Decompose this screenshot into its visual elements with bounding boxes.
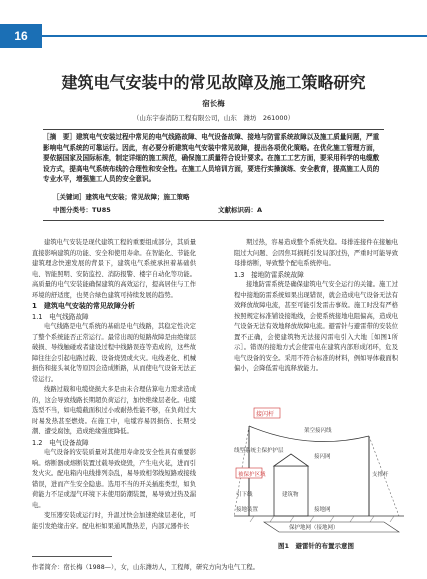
label-ground: 保护地网（接地网） — [289, 525, 339, 531]
footnote-rule — [32, 556, 112, 557]
building-shape — [274, 466, 308, 516]
label-lightning-rod: 接闪杆 — [256, 411, 275, 418]
label-support-pole: 支撑杆 — [372, 472, 389, 478]
classification-line — [53, 205, 383, 214]
paragraph: 变压器安装或运行时，升温过快会加速绝缘层老化，可能引发绝缘击穿。配电柜如果通风散热差，内部元器件长 — [32, 512, 196, 530]
paragraph: 电气线路是电气系统的基础是电气线路，其稳定性决定了整个系统能否正常运行。最常出现的短路故障是由绝缘层破损、导线触碰或者建设过程中线路误连等造成的，这些故障往往会引起电路过载、设备烧毁或火灾。电线老化、机械损伤和接头氧化等原因会造成断路，从而使电气设备无法正常运行。 — [32, 323, 196, 383]
label-air-terminal-net: 接闪网 — [314, 454, 331, 460]
keywords: ［关键词］建筑电气安装；常见故障；施工策略 — [53, 193, 190, 201]
subsection-heading: 1.1 电气线路故障 — [32, 312, 89, 321]
lightning-rod-diagram — [234, 396, 404, 536]
ground-hatch — [250, 516, 394, 522]
right-column — [234, 238, 398, 375]
header-rule — [42, 35, 427, 37]
document-code: 文献标识码：A — [218, 206, 263, 214]
paragraph: 电气设备的安装质量对其使用寿命及安全性具有重要影响。熔断器或熔断装置过载导致烧毁，产生电火花，进而引发火灾。配电箱内电线排列杂乱，易导致相邻线短路或接线错误，进而产生安全隐患。选用不当的开关插座类型，如负荷能力不足或湿气环境下未使用防潮装置，易导致过热及漏电。 — [32, 449, 196, 509]
abstract-label: ［摘 要］ — [43, 133, 76, 141]
section-heading: 1 建筑电气安装的常见故障分析 — [32, 302, 135, 310]
page-number: 16 — [0, 24, 42, 48]
label-protected-area: 被保护区域 — [238, 472, 266, 478]
author-footnote: 作者简介：宿长梅（1988—），女，山东潍坊人，工程师，研究方向为电气工程。 — [32, 564, 259, 571]
left-column — [32, 238, 196, 532]
affiliation: （山东宇泰消防工程有限公司，山东 潍坊 261000） — [132, 114, 295, 122]
paragraph: 接地防雷系统是确保建筑电气安全运行的关键。施工过程中接地防雷系统如果出现错误，就会造成电气设备无法有效释放故障电流，甚至可能引发雷击事故。施工时没有严格按照规定标准铺设接地线，会使系统接地电阻偏高，造成电气设备无法有效地释放故障电流。避雷针与避雷带的安装位置不正确，会使建筑物无法接闪雷电引入大地［如图1所示］。错误的接地方式会使雷电在建筑内部形成闭环，危及电气设备的安全。采用不符合标准的材料，例如导体截面积偏小，会降低雷电流释放能力。 — [234, 281, 398, 372]
label-ground-net: 接地网 — [314, 507, 331, 513]
label-building-frame: 线型系统主保护护层 — [234, 448, 284, 454]
subsection-heading: 1.3 接地防雷系统故障 — [234, 270, 304, 279]
classification-number: 中图分类号：TU85 — [53, 206, 111, 214]
paragraph: 期过热，容易造成整个系统失稳。母排连接件在接触电阻过大问题、会因焦耳损耗引发局部过热，严重时可能导致母排熔断，导致整个配电系统停电。 — [234, 239, 398, 267]
paper-title: 建筑电气安装中的常见故障及施工策略研究 — [61, 73, 366, 92]
figure-caption: 图1 避雷针的布置示意图 — [277, 542, 355, 550]
paragraph: 建筑电气安装是现代建筑工程的重要组成部分，其质量直接影响建筑的功能、安全和使用寿命。在智能化、节能化建筑理念快速发展的背景下，建筑电气系统承担着基础供电、智能照明、安防监控、消防报警、楼宇自动化等功能。高质量的电气安装能确保建筑的高效运行，提高居住与工作环境的舒适度，也契合绿色建筑可持续发展的趋势。 — [32, 239, 196, 299]
label-grounding: 接地装置 — [236, 507, 259, 513]
abstract-text: 建筑电气安装过程中常见的电气线路故障、电气设备故障、接地与防雷系统故障以及施工质量问题，严重影响电气系统的可靠运行。因此，有必要分析建筑电气安装中常见故障，提出各项优化策略。在优化施工管理方面，要依据国家及国际标准，制定详细的施工规范，确保施工质量符合设计要求。在施工工艺方面，要采用科学的电缆敷设方式，提高电气系统布线的合理性和安全性。在施工人员培训方面，要进行实操演练、安全教育，提高施工人员的专业水平，增强施工人员的安全意识。 — [43, 133, 380, 184]
paragraph: 线路过载和电缆烧损大多是由未合理估算电力需求造成的，这会导致线路长期超负荷运行，加快绝缘层老化。电缆选型不当，如电缆截面积过小或耐热性能不够，在负荷过大时易发热甚至燃烧。在施工中，电缆容易因损伤、长期受潮、遭受腐蚀，造成绝缘强度降低。 — [32, 386, 196, 435]
label-down-conductor: 引下线 — [236, 492, 253, 498]
roof-shape — [274, 454, 308, 466]
subsection-heading: 1.2 电气设备故障 — [32, 438, 89, 447]
author: 宿长梅 — [202, 99, 225, 108]
label-aerial-conductor: 架空接闪线 — [304, 428, 332, 434]
label-building: 建筑物 — [282, 492, 299, 498]
